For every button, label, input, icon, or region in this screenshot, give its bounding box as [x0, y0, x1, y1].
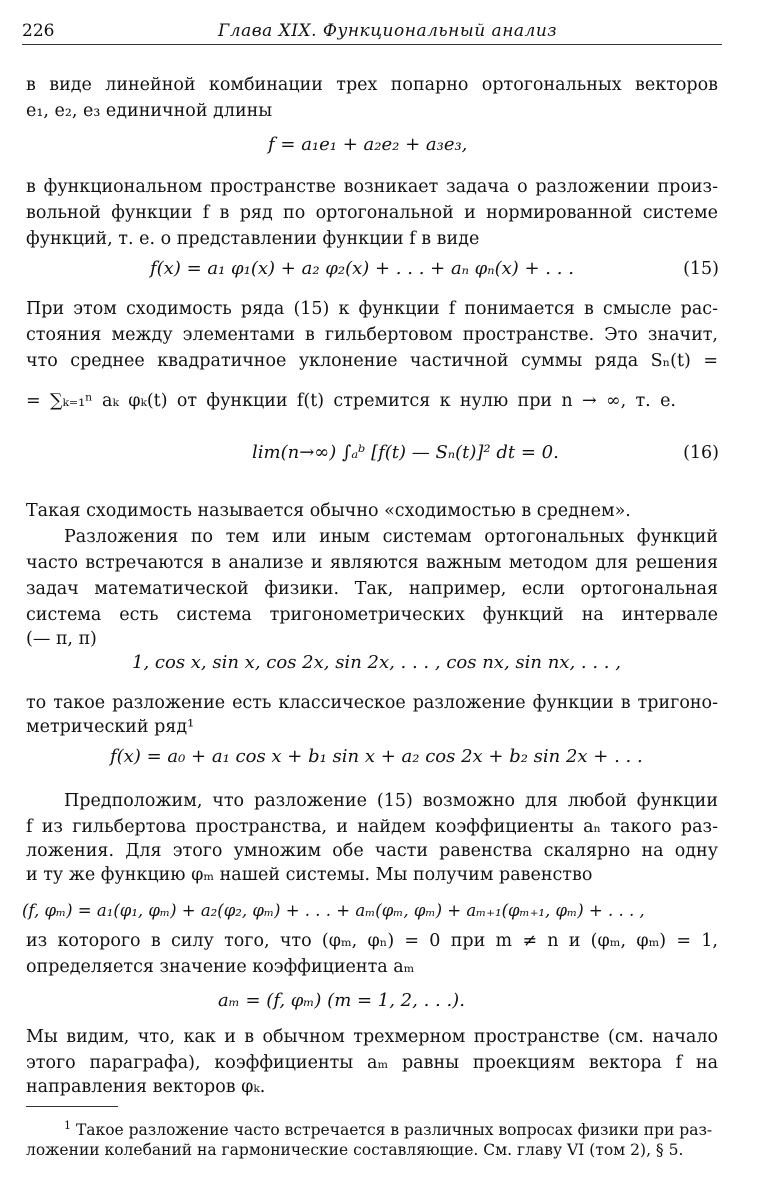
text-line: Предположим, что разложение (15) возможно для любой функции	[64, 791, 718, 811]
text-line: направления векторов φₖ.	[26, 1077, 266, 1097]
text-line: что среднее квадратичное уклонение частичной суммы ряда Sₙ(t) =	[26, 351, 718, 371]
equation-trig-system: 1, cos x, sin x, cos 2x, sin 2x, . . . , cos nx, sin nx, . . . ,	[132, 652, 621, 673]
text-line: функций, т. е. о представлении функции f в виде	[26, 229, 480, 249]
equation-number-15: (15)	[683, 259, 719, 279]
equation-16: lim(n→∞) ∫ₐᵇ [f(t) — Sₙ(t)]² dt = 0.	[252, 442, 559, 463]
text-line: в функциональном пространстве возникает задача о разложении произ-	[26, 177, 718, 197]
text-line: (— π, π)	[26, 629, 97, 649]
text-line: определяется значение коэффициента aₘ	[26, 957, 415, 977]
text-line: Разложения по тем или иным системам ортогональных функций	[64, 527, 718, 547]
text-line: то такое разложение есть классическое разложение функции в тригоно-	[26, 693, 718, 713]
footnote-rule	[26, 1106, 118, 1107]
text-line: При этом сходимость ряда (15) к функции f понимается в смысле рас-	[26, 299, 718, 319]
footnote-mark: 1	[64, 1119, 71, 1132]
text-line: вольной функции f в ряд по ортогональной и нормированной системе	[26, 203, 718, 223]
equation-trig-series: f(x) = a₀ + a₁ cos x + b₁ sin x + a₂ cos 2x + b₂ sin 2x + . . .	[110, 746, 643, 767]
text-line: часто встречаются в анализе и являются важным методом для решения	[26, 553, 718, 573]
equation-coefficient: aₘ = (f, φₘ) (m = 1, 2, . . .).	[218, 990, 465, 1011]
text-line: стояния между элементами в гильбертовом пространстве. Это значит,	[26, 325, 718, 345]
footnote-line-1	[64, 1116, 712, 1140]
text-line: f из гильбертова пространства, и найдем коэффициенты aₙ такого раз-	[26, 817, 718, 837]
text-line: ложения. Для этого умножим обе части равенства скалярно на одну	[26, 841, 718, 861]
text-line: и ту же функцию φₘ нашей системы. Мы получим равенство	[26, 865, 593, 885]
text-line: Такая сходимость называется обычно «сходимостью в среднем».	[26, 501, 631, 521]
equation-15: f(x) = a₁ φ₁(x) + a₂ φ₂(x) + . . . + aₙ φₙ(x) + . . .	[150, 258, 574, 279]
footnote-text-1: Такое разложение часто встречается в различных вопросах физики при раз-	[75, 1121, 713, 1140]
equation-number-16: (16)	[683, 443, 719, 463]
text-line: этого параграфа), коэффициенты aₘ равны проекциям вектора f на	[26, 1053, 718, 1073]
text-line: = ∑ₖ₌₁ⁿ aₖ φₖ(t) от функции f(t) стремится к нулю при n → ∞, т. е.	[26, 391, 677, 411]
text-line: из которого в силу того, что (φₘ, φₙ) = 0 при m ≠ n и (φₘ, φₘ) = 1,	[26, 931, 718, 951]
equation-scalar-product: (f, φₘ) = a₁(φ₁, φₘ) + a₂(φ₂, φₘ) + . . . + aₘ(φₘ, φₘ) + aₘ₊₁(φₘ₊₁, φₘ) + . . . ,	[22, 901, 645, 920]
text-line: Мы видим, что, как и в обычном трехмерном пространстве (см. начало	[26, 1027, 718, 1047]
header-rule	[22, 44, 722, 45]
text-line: в виде линейной комбинации трех попарно ортогональных векторов	[26, 75, 718, 95]
equation-vector: f = a₁e₁ + a₂e₂ + a₃e₃,	[268, 134, 468, 155]
text-line: e₁, e₂, e₃ единичной длины	[26, 101, 273, 121]
text-line: задач математической физики. Так, например, если ортогональная	[26, 579, 718, 599]
chapter-title: Глава XIX. Функциональный анализ	[218, 21, 558, 41]
page-number: 226	[22, 21, 55, 41]
text-line: метрический ряд¹	[26, 717, 195, 737]
text-line: система есть система тригонометрических функций на интервале	[26, 605, 718, 625]
footnote-text-2: ложении колебаний на гармонические составляющие. См. главу VI (том 2), § 5.	[26, 1141, 684, 1159]
